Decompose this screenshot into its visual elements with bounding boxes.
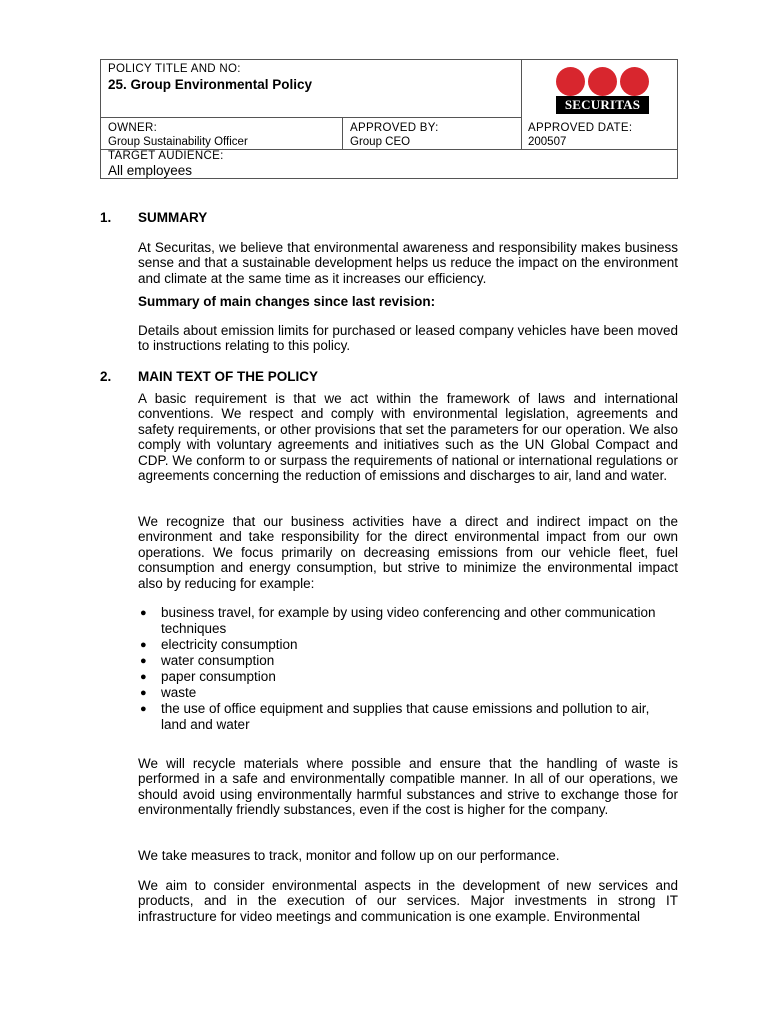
owner-label: OWNER: — [108, 122, 158, 134]
logo-circles — [556, 65, 649, 97]
policy-header-table — [100, 59, 678, 179]
list-item — [138, 701, 678, 733]
owner-cell — [108, 121, 248, 149]
list-item-text: the use of office equipment and supplies that cause emissions and pollution to air, land and water — [161, 701, 650, 732]
target-audience-label: TARGET AUDIENCE: — [108, 150, 224, 162]
header-divider-right — [521, 60, 522, 150]
approved-by-label: APPROVED BY: — [350, 122, 439, 134]
list-item-text: paper consumption — [161, 669, 276, 684]
section-1-number: 1. — [100, 210, 112, 225]
list-item-text: electricity consumption — [161, 637, 298, 652]
policy-title-label: POLICY TITLE AND NO: — [108, 63, 241, 75]
reduction-bullet-list — [138, 605, 678, 733]
bullet-icon: ● — [140, 687, 147, 699]
policy-paragraph-5: We aim to consider environmental aspects in the development of new services and products, and in the execution of our services. Major investments in strong IT infrastructure for video meetings and communication is one example. Environmental — [138, 878, 678, 924]
target-audience-cell — [108, 149, 224, 179]
target-audience-value: All employees — [108, 163, 193, 178]
header-divider-row1 — [101, 117, 521, 118]
logo-circle-1 — [556, 67, 585, 96]
list-item — [138, 637, 678, 653]
bullet-icon: ● — [140, 607, 147, 619]
policy-paragraph-4: We take measures to track, monitor and follow up on our performance. — [138, 848, 560, 863]
policy-title: 25. Group Environmental Policy — [108, 77, 313, 92]
approved-date-value: 200507 — [528, 136, 567, 148]
list-item-text: waste — [161, 685, 197, 700]
changes-heading: Summary of main changes since last revision: — [138, 294, 436, 309]
bullet-icon: ● — [140, 655, 147, 667]
summary-paragraph: At Securitas, we believe that environmental awareness and responsibility makes business sense and that a sustainable development helps us reduce the impact on the environment and climate at the same time as it increases our efficiency. — [138, 240, 678, 286]
policy-paragraph-3: We will recycle materials where possible and ensure that the handling of waste is performed in a safe and environmentally compatible manner. In all of our operations, we should avoid using environmentally harmful substances and strive to exchange those for environmentally friendly substances, even if the cost is higher for the company. — [138, 756, 678, 818]
policy-title-cell — [108, 62, 312, 93]
changes-paragraph: Details about emission limits for purchased or leased company vehicles have been moved to instructions relating to this policy. — [138, 323, 678, 354]
section-1-heading: SUMMARY — [138, 210, 208, 225]
logo-circle-3 — [620, 67, 649, 96]
approved-by-cell — [350, 121, 439, 149]
list-item — [138, 669, 678, 685]
approved-date-cell — [528, 121, 632, 149]
policy-paragraph-1: A basic requirement is that we act within the framework of laws and international conventions. We respect and comply with environmental legislation, agreements and safety requirements, or other provisions that set the parameters for our operation. We also comply with voluntary agreements and initiatives such as the UN Global Compact and CDP. We conform to or surpass the requirements of national or international regulations or agreements concerning the reduction of emissions and discharges to air, land and water. — [138, 391, 678, 484]
approved-date-label: APPROVED DATE: — [528, 122, 633, 134]
list-item-text: business travel, for example by using video conferencing and other communication techniques — [161, 605, 656, 636]
list-item — [138, 653, 678, 669]
bullet-icon: ● — [140, 639, 147, 651]
securitas-logo — [556, 65, 649, 114]
bullet-icon: ● — [140, 671, 147, 683]
section-2-number: 2. — [100, 369, 112, 384]
logo-circle-2 — [588, 67, 617, 96]
header-divider-middle — [342, 117, 343, 150]
bullet-icon: ● — [140, 703, 147, 715]
logo-wordmark: SECURITAS — [556, 96, 649, 114]
approved-by-value: Group CEO — [350, 136, 411, 148]
section-2-heading: MAIN TEXT OF THE POLICY — [138, 369, 319, 384]
list-item — [138, 685, 678, 701]
owner-value: Group Sustainability Officer — [108, 136, 248, 148]
policy-paragraph-2: We recognize that our business activities have a direct and indirect impact on the environment and take responsibility for the direct environmental impact from our own operations. We focus primarily on decreasing emissions from our vehicle fleet, fuel consumption and energy consumption, but strive to minimize the environmental impact also by reducing for example: — [138, 514, 678, 591]
list-item — [138, 605, 678, 637]
list-item-text: water consumption — [161, 653, 275, 668]
